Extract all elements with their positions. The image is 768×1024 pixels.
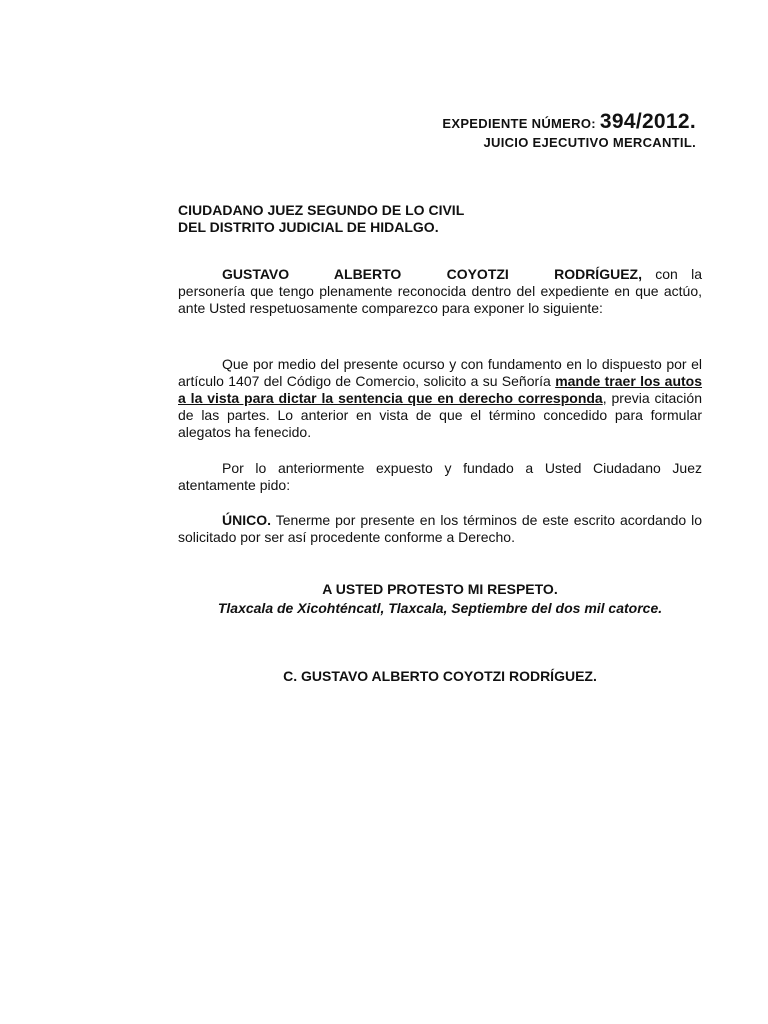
protesto-line: A USTED PROTESTO MI RESPETO. (322, 581, 558, 597)
closing-block (178, 581, 702, 616)
case-header (442, 110, 696, 150)
paragraph-introduction (178, 266, 702, 317)
paragraph-conclusion: Por lo anteriormente expuesto y fundado a Usted Ciudadano Juez atentamente pido: (178, 460, 702, 493)
petition-label: ÚNICO. (222, 512, 271, 528)
signature-name: C. GUSTAVO ALBERTO COYOTZI RODRÍGUEZ. (283, 668, 597, 684)
place-date-line: Tlaxcala de Xicohténcatl, Tlaxcala, Septiembre del dos mil catorce. (217, 600, 663, 616)
request-text-after: , previa citación de las partes. Lo anterior en vista de que el término concedido para formular alegatos ha fenecido. (178, 390, 702, 440)
addressee-line-2: DEL DISTRITO JUDICIAL DE HIDALGO. (178, 219, 439, 235)
expediente-label: EXPEDIENTE NÚMERO: (442, 116, 596, 131)
introduction-text: con la personería que tengo plenamente reconocida dentro del expediente en que actúo, ante Usted respetuosamente comparezco para exponer lo siguiente: (178, 266, 703, 316)
addressee-line-1: CIUDADANO JUEZ SEGUNDO DE LO CIVIL (178, 202, 465, 218)
expediente-line (442, 110, 696, 134)
juicio-type: JUICIO EJECUTIVO MERCANTIL. (483, 135, 696, 150)
expediente-number: 394/2012. (599, 110, 696, 133)
paragraph-petition (178, 512, 702, 546)
paragraph-request (178, 356, 702, 441)
petition-text: Tenerme por presente en los términos de este escrito acordando lo solicitado por ser así procedente conforme a Derecho. (178, 512, 702, 545)
petitioner-name: GUSTAVO ALBERTO COYOTZI RODRÍGUEZ, (222, 266, 642, 282)
request-highlight: mande traer los autos a la vista para dictar la sentencia que en derecho corresponda (178, 373, 703, 406)
addressee (178, 202, 464, 236)
request-text-before: Que por medio del presente ocurso y con fundamento en lo dispuesto por el artículo 1407 del Código de Comercio, solicito a su Señoría (178, 356, 702, 389)
